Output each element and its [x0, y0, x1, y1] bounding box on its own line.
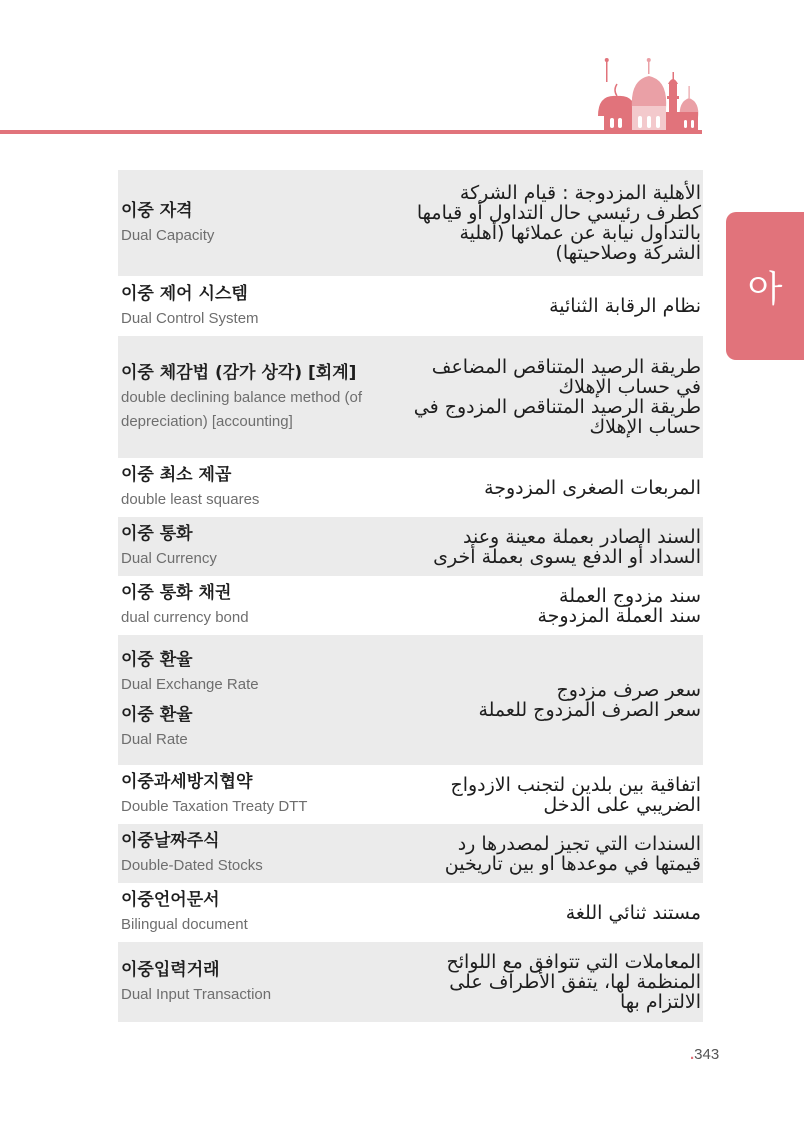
arabic-definition — [446, 952, 703, 1012]
term — [121, 522, 366, 571]
term — [121, 361, 366, 434]
glossary-row — [118, 276, 703, 336]
korean-term: 이중날짜주식 — [121, 831, 220, 851]
korean-term: 이중 자격 — [121, 200, 193, 221]
term-cell — [118, 199, 366, 248]
arabic-line: السند الصادر بعملة معينة وعند — [463, 525, 701, 548]
english-term: Dual Exchange Rate — [121, 676, 259, 693]
arabic-line: الأهلية المزدوجة : قيام الشركة — [459, 182, 701, 204]
arabic-definition — [414, 357, 703, 437]
english-term: double declining balance method (of depreciation) [accounting] — [121, 388, 363, 430]
term-cell — [118, 829, 366, 878]
term — [121, 581, 366, 630]
arabic-definition — [478, 680, 703, 720]
glossary-table — [118, 170, 703, 1022]
section-tab — [726, 212, 804, 360]
arabic-line: كطرف رئيسي حال التداول أو قيامها — [416, 202, 701, 224]
arabic-line: نظام الرقابة الثنائية — [549, 295, 701, 317]
arabic-line: سعر الصرف المزدوج للعملة — [478, 699, 701, 721]
korean-term: 이중 통화 채권 — [121, 583, 232, 603]
arabic-line: بالتداول نيابة عن عملائها (أهلية — [459, 222, 701, 244]
term-cell — [118, 522, 366, 571]
term — [121, 829, 366, 878]
arabic-line: مستند ثنائي اللغة — [565, 901, 701, 924]
korean-term: 이중 제어 시스템 — [121, 283, 248, 304]
glossary-row — [118, 517, 703, 576]
term-cell — [118, 648, 366, 752]
term-cell — [118, 361, 366, 434]
header-rule — [0, 130, 702, 134]
glossary-row — [118, 576, 703, 635]
arabic-line: سعر صرف مزدوج — [556, 679, 701, 701]
english-term: dual currency bond — [121, 609, 249, 626]
english-term: Dual Input Transaction — [121, 985, 272, 1003]
arabic-line: المعاملات التي تتوافق مع اللوائح — [446, 951, 701, 973]
page-number-value: 343 — [694, 1046, 720, 1063]
arabic-definition — [417, 183, 703, 263]
term-cell — [118, 581, 366, 630]
english-term: Double-Dated Stocks — [121, 857, 263, 874]
term-cell — [118, 282, 366, 331]
term — [121, 958, 366, 1007]
page-number — [690, 1046, 719, 1063]
arabic-definition — [450, 775, 703, 815]
glossary-row — [118, 824, 703, 883]
arabic-line: حساب الإهلاك — [589, 416, 701, 438]
term-cell — [118, 463, 366, 512]
korean-term: 이중 최소 제곱 — [121, 465, 232, 485]
glossary-row — [118, 942, 703, 1022]
korean-term: 이중언어문서 — [121, 890, 220, 910]
mosque-illustration — [596, 56, 702, 136]
english-term: double least squares — [121, 491, 260, 508]
korean-term: 이중 통화 — [121, 524, 193, 544]
page-number-dot: . — [690, 1046, 695, 1063]
arabic-line: الشركة وصلاحيتها) — [555, 242, 701, 264]
arabic-line: في حساب الإهلاك — [558, 376, 701, 398]
term — [121, 888, 366, 937]
english-term: Dual Currency — [121, 550, 217, 567]
arabic-definition — [566, 903, 703, 923]
arabic-definition — [549, 296, 703, 316]
arabic-definition — [433, 527, 703, 567]
term-cell — [118, 888, 366, 937]
glossary-row — [118, 170, 703, 276]
arabic-line: السندات التي تجيز لمصدرها رد — [457, 832, 701, 855]
glossary-row — [118, 883, 703, 942]
term-cell — [118, 958, 366, 1007]
english-term: Bilingual document — [121, 916, 248, 933]
glossary-row — [118, 336, 703, 458]
term-cell — [118, 770, 366, 819]
term — [121, 199, 366, 248]
term — [121, 463, 366, 512]
korean-term: 이중 체감법 (감가 상각) [회계] — [121, 362, 357, 383]
english-term: Dual Capacity — [121, 226, 215, 244]
arabic-line: سند مزدوج العملة — [559, 584, 701, 607]
glossary-row — [118, 765, 703, 824]
english-term: Dual Control System — [121, 309, 259, 327]
arabic-definition — [484, 478, 703, 498]
korean-term: 이중과세방지협약 — [121, 772, 253, 792]
korean-term: 이중입력거래 — [121, 959, 220, 980]
arabic-line: المربعات الصغرى المزدوجة — [484, 476, 701, 499]
arabic-line: الضريبي على الدخل — [543, 793, 701, 816]
section-tab-label: 아 — [747, 268, 783, 310]
korean-term: 이중 환율 — [121, 650, 193, 670]
glossary-row — [118, 458, 703, 517]
arabic-line: طريقة الرصيد المتناقص المضاعف — [431, 356, 701, 378]
arabic-definition — [445, 834, 703, 874]
english-term: Double Taxation Treaty DTT — [121, 798, 308, 815]
arabic-definition — [537, 586, 703, 626]
arabic-line: السداد أو الدفع يسوى بعملة أخرى — [433, 545, 701, 568]
term — [121, 282, 366, 331]
korean-term: 이중 환율 — [121, 705, 193, 725]
arabic-line: قيمتها في موعدها او بين تاريخين — [444, 852, 701, 875]
term — [121, 770, 366, 819]
arabic-line: طريقة الرصيد المتناقص المزدوج في — [413, 396, 701, 418]
arabic-line: المنظمة لها، يتفق الأطراف على — [449, 971, 701, 993]
arabic-line: سند العملة المزدوجة — [537, 604, 701, 627]
arabic-line: اتفاقية بين بلدين لتجنب الازدواج — [450, 773, 701, 796]
glossary-row — [118, 635, 703, 765]
english-term: Dual Rate — [121, 731, 188, 748]
term — [121, 648, 366, 697]
term — [121, 703, 366, 752]
arabic-line: الالتزام بها — [619, 991, 701, 1013]
